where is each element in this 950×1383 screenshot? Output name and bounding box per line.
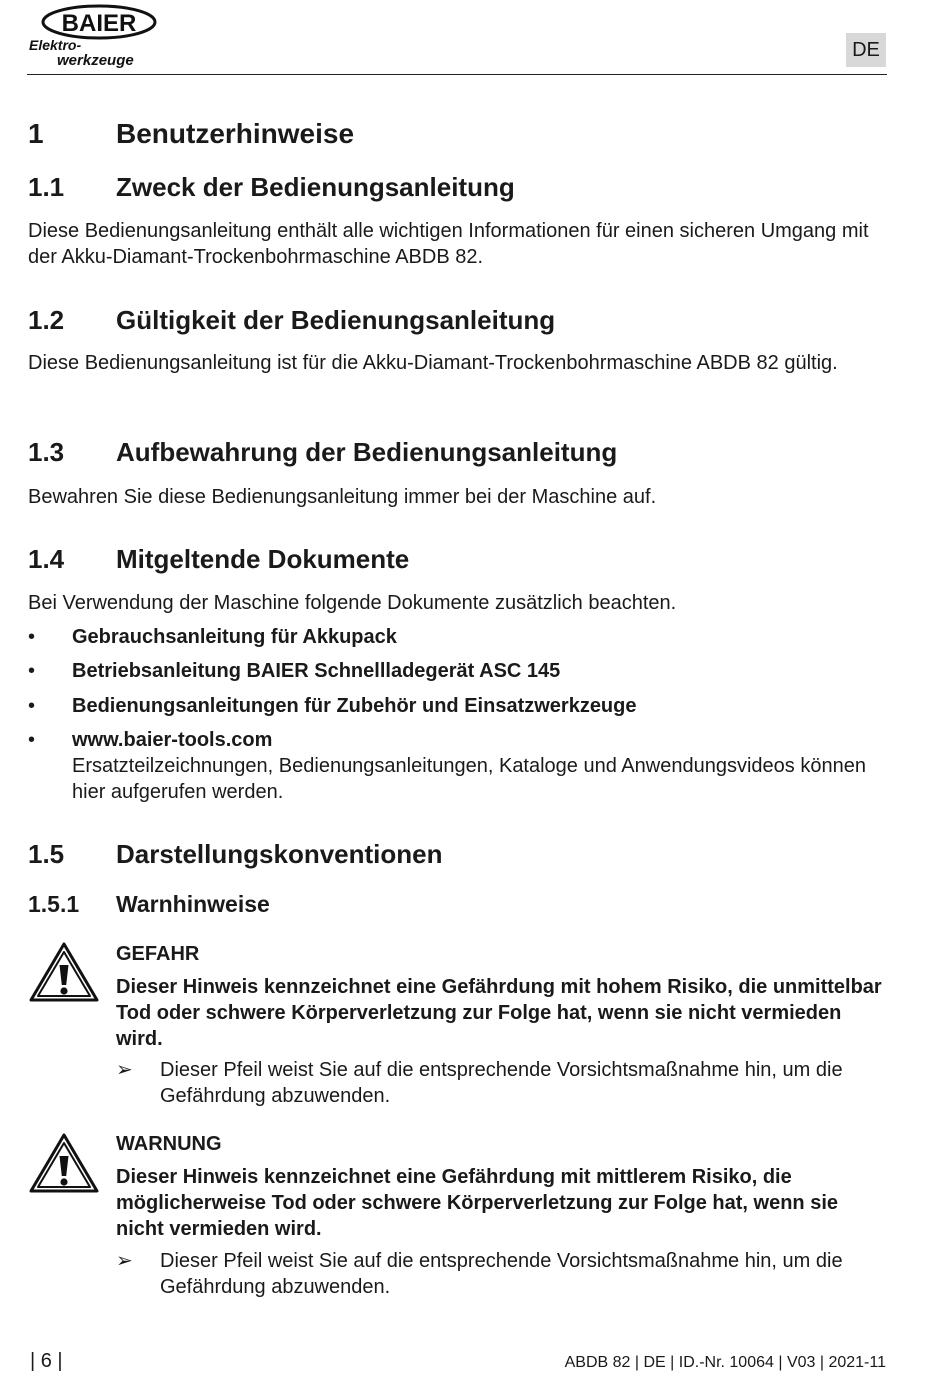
- heading-number: 1.3: [28, 437, 65, 467]
- bullet-icon: •: [28, 729, 36, 751]
- heading-number: 1.5: [28, 839, 65, 869]
- warning-text: Dieser Hinweis kennzeichnet eine Gefährdung mit hohem Risiko, die unmittelbar Tod oder schwere Körperverletzung zur Folge hat, wenn sie nicht vermieden wird.: [116, 976, 882, 1050]
- language-badge: DE: [846, 33, 886, 67]
- warning-danger: [116, 941, 886, 1052]
- heading-number: 1: [28, 118, 44, 149]
- bullet-icon: •: [28, 626, 36, 648]
- page-number: | 6 |: [30, 1350, 63, 1372]
- logo-brand: BAIER: [61, 10, 137, 37]
- bullet-icon: •: [28, 695, 36, 717]
- list-item-text: Gebrauchsanleitung für Akkupack: [72, 626, 397, 648]
- arrow-right-icon: ➢: [116, 1250, 133, 1272]
- list-item-text: Bedienungsanleitungen für Zubehör und Einsatzwerkzeuge: [72, 695, 637, 717]
- warning-triangle-icon: [28, 1132, 100, 1194]
- heading-title: Aufbewahrung der Bedienungsanleitung: [116, 437, 618, 467]
- heading-number: 1.5.1: [28, 891, 80, 917]
- heading-title: Zweck der Bedienungsanleitung: [116, 172, 515, 202]
- action-text: Dieser Pfeil weist Sie auf die entsprechende Vorsichtsmaßnahme hin, um die Gefährdung abzuwenden.: [160, 1059, 843, 1107]
- paragraph-1-4: Bei Verwendung der Maschine folgende Dokumente zusätzlich beachten.: [28, 592, 677, 614]
- signal-word: WARNUNG: [116, 1133, 222, 1155]
- arrow-right-icon: ➢: [116, 1059, 133, 1081]
- bullet-icon: •: [28, 660, 36, 682]
- heading-title: Mitgeltende Dokumente: [116, 544, 410, 574]
- heading-number: 1.4: [28, 544, 65, 574]
- header-divider: [27, 74, 887, 75]
- list-item-detail: Ersatzteilzeichnungen, Bedienungsanleitungen, Kataloge und Anwendungsvideos können hier aufgerufen werden.: [72, 755, 866, 803]
- heading-title: Benutzerhinweise: [116, 118, 355, 149]
- signal-word: GEFAHR: [116, 943, 200, 965]
- warning-triangle-icon: [28, 941, 100, 1003]
- paragraph-1-1: Diese Bedienungsanleitung enthält alle wichtigen Informationen für einen sicheren Umgang mit der Akku-Diamant-Trockenbohrmaschine ABDB 82.: [28, 220, 869, 268]
- logo-sub-2: werkzeuge: [57, 52, 134, 69]
- heading-number: 1.1: [28, 172, 65, 202]
- paragraph-1-3: Bewahren Sie diese Bedienungsanleitung immer bei der Maschine auf.: [28, 486, 657, 508]
- logo-sub-1: Elektro-: [29, 37, 82, 53]
- document-info: ABDB 82 | DE | ID.-Nr. 10064 | V03 | 2021-11: [564, 1354, 886, 1371]
- website-link[interactable]: www.baier-tools.com: [72, 729, 273, 751]
- heading-title: Warnhinweise: [116, 891, 270, 917]
- heading-number: 1.2: [28, 305, 65, 335]
- list-item-text: Betriebsanleitung BAIER Schnellladegerät ASC 145: [72, 660, 561, 682]
- warning-text: Dieser Hinweis kennzeichnet eine Gefährdung mit mittlerem Risiko, die möglicherweise Tod oder schwere Körperverletzung zur Folge hat, wenn sie nicht vermieden wird.: [116, 1166, 839, 1240]
- action-text: Dieser Pfeil weist Sie auf die entsprechende Vorsichtsmaßnahme hin, um die Gefährdung abzuwenden.: [160, 1250, 843, 1298]
- baier-logo: [27, 4, 167, 70]
- warning-caution: [116, 1131, 886, 1242]
- paragraph-1-2: Diese Bedienungsanleitung ist für die Akku-Diamant-Trockenbohrmaschine ABDB 82 gültig.: [28, 352, 838, 374]
- heading-title: Gültigkeit der Bedienungsanleitung: [116, 305, 556, 335]
- heading-title: Darstellungskonventionen: [116, 839, 443, 869]
